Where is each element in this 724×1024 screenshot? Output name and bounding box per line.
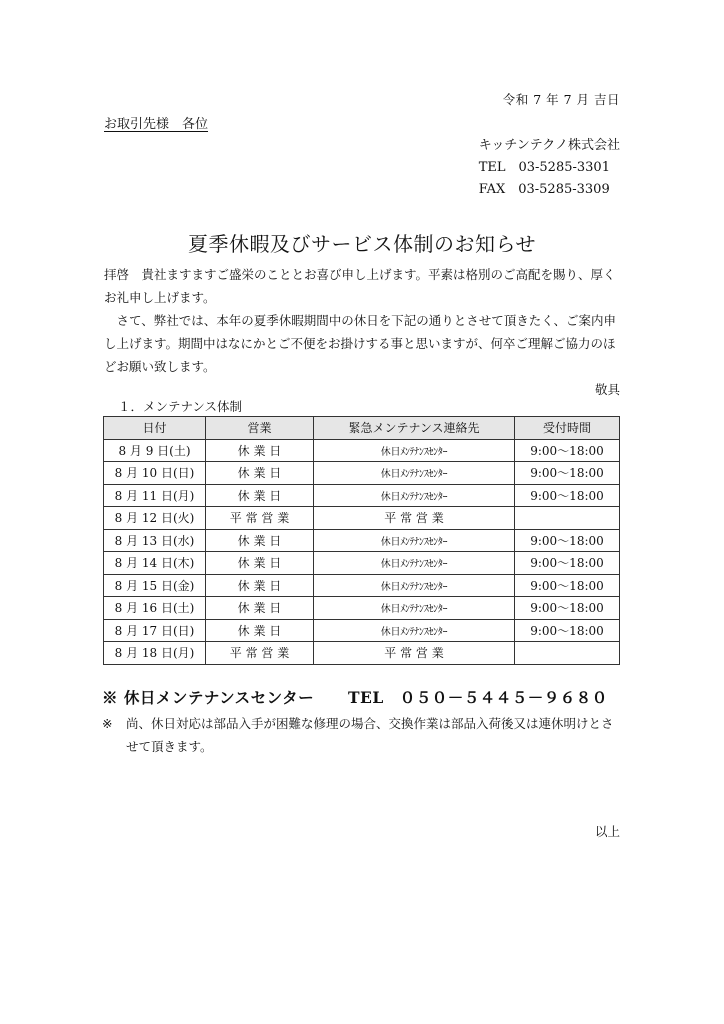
cell-business: 休 業 日: [206, 439, 314, 462]
company-name: キッチンテクノ株式会社: [478, 138, 620, 153]
cell-business: 休 業 日: [206, 619, 314, 642]
company-tel: TEL 03-5285-3301: [478, 160, 610, 175]
cell-hours: 9:00～18:00: [515, 619, 620, 642]
cell-contact: 休日ﾒﾝﾃﾅﾝｽｾﾝﾀｰ: [314, 619, 515, 642]
cell-date: 8 月 15 日(金): [104, 574, 206, 597]
cell-hours: [515, 642, 620, 665]
letter-body: [104, 263, 620, 401]
cell-date: 8 月 12 日(火): [104, 507, 206, 530]
cell-date: 8 月 9 日(土): [104, 439, 206, 462]
document-title: 夏季休暇及びサービス体制のお知らせ: [188, 232, 536, 256]
center-tel: TEL ０５０－５４４５－９６８０: [347, 688, 608, 707]
section-title: １．メンテナンス体制: [118, 399, 243, 414]
cell-contact: 休日ﾒﾝﾃﾅﾝｽｾﾝﾀｰ: [314, 439, 515, 462]
cell-business: 休 業 日: [206, 597, 314, 620]
table-row: [104, 529, 620, 552]
cell-date: 8 月 18 日(月): [104, 642, 206, 665]
maintenance-schedule-table: [103, 416, 620, 665]
cell-contact: 平 常 営 業: [314, 642, 515, 665]
sender-block: [479, 135, 620, 201]
note-mark: ※: [102, 716, 113, 731]
header-emergency-contact: 緊急メンテナンス連絡先: [314, 417, 515, 440]
cell-hours: 9:00～18:00: [515, 529, 620, 552]
document-end: 以上: [594, 824, 620, 839]
cell-hours: 9:00～18:00: [515, 462, 620, 485]
closing: 敬具: [594, 382, 620, 397]
cell-date: 8 月 17 日(日): [104, 619, 206, 642]
cell-date: 8 月 10 日(日): [104, 462, 206, 485]
table-row: [104, 484, 620, 507]
cell-business: 平 常 営 業: [206, 507, 314, 530]
cell-hours: [515, 507, 620, 530]
cell-contact: 休日ﾒﾝﾃﾅﾝｽｾﾝﾀｰ: [314, 484, 515, 507]
cell-contact: 平 常 営 業: [314, 507, 515, 530]
table-row: [104, 462, 620, 485]
header-hours: 受付時間: [515, 417, 620, 440]
cell-date: 8 月 14 日(木): [104, 552, 206, 575]
cell-hours: 9:00～18:00: [515, 597, 620, 620]
cell-hours: 9:00～18:00: [515, 574, 620, 597]
center-name: 休日メンテナンスセンター: [123, 688, 315, 707]
cell-business: 休 業 日: [206, 552, 314, 575]
table-row: [104, 597, 620, 620]
cell-business: 休 業 日: [206, 529, 314, 552]
maintenance-center-note: [102, 686, 608, 708]
cell-contact: 休日ﾒﾝﾃﾅﾝｽｾﾝﾀｰ: [314, 529, 515, 552]
cell-date: 8 月 11 日(月): [104, 484, 206, 507]
cell-business: 平 常 営 業: [206, 642, 314, 665]
note-text: 尚、休日対応は部品入手が困難な修理の場合、交換作業は部品入荷後又は連休明けとさせて頂きます。: [126, 716, 614, 754]
cell-business: 休 業 日: [206, 574, 314, 597]
cell-hours: 9:00～18:00: [515, 439, 620, 462]
cell-date: 8 月 13 日(水): [104, 529, 206, 552]
cell-date: 8 月 16 日(土): [104, 597, 206, 620]
cell-hours: 9:00～18:00: [515, 484, 620, 507]
header-business: 営業: [206, 417, 314, 440]
table-row: [104, 619, 620, 642]
table-header-row: [104, 417, 620, 440]
document-date: 令和 7 年 7 月 吉日: [502, 92, 620, 107]
holiday-support-note: [102, 712, 622, 758]
cell-contact: 休日ﾒﾝﾃﾅﾝｽｾﾝﾀｰ: [314, 552, 515, 575]
company-fax: FAX 03-5285-3309: [478, 182, 610, 197]
notice-paragraph: さて、弊社では、本年の夏季休暇期間中の休日を下記の通りとさせて頂きたく、ご案内申し上げます。期間中はなにかとご不便をお掛けする事と思いますが、何卒ご理解ご協力のほどお願い致します。: [104, 313, 617, 374]
greeting-paragraph: 拝啓 貴社ますますご盛栄のこととお喜び申し上げます。平素は格別のご高配を賜り、厚くお礼申し上げます。: [104, 267, 616, 305]
cell-contact: 休日ﾒﾝﾃﾅﾝｽｾﾝﾀｰ: [314, 574, 515, 597]
note-mark: ※: [102, 688, 119, 707]
cell-business: 休 業 日: [206, 484, 314, 507]
header-date: 日付: [104, 417, 206, 440]
recipient: お取引先様 各位: [104, 117, 209, 132]
cell-contact: 休日ﾒﾝﾃﾅﾝｽｾﾝﾀｰ: [314, 462, 515, 485]
table-row: [104, 574, 620, 597]
cell-hours: 9:00～18:00: [515, 552, 620, 575]
cell-business: 休 業 日: [206, 462, 314, 485]
table-row: [104, 439, 620, 462]
table-row: [104, 552, 620, 575]
cell-contact: 休日ﾒﾝﾃﾅﾝｽｾﾝﾀｰ: [314, 597, 515, 620]
table-row: [104, 642, 620, 665]
table-row: [104, 507, 620, 530]
